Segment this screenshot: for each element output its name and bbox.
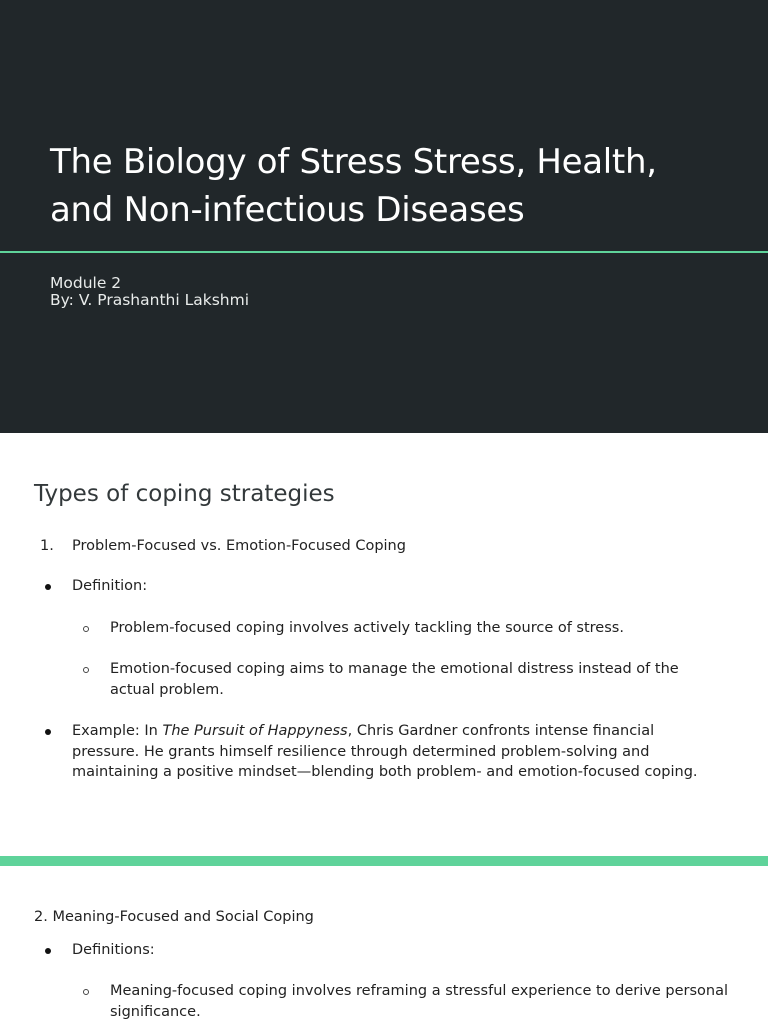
list-number: 1.: [40, 538, 54, 554]
circle-bullet-icon: [83, 989, 89, 995]
title-slide: [0, 0, 768, 433]
list-item-title: Problem-Focused vs. Emotion-Focused Coping: [72, 538, 406, 554]
bullet-icon: [45, 729, 51, 735]
definitions-label: Definitions:: [72, 942, 155, 958]
definition-point: Problem-focused coping involves actively tackling the source of stress.: [110, 620, 624, 636]
definition-label: Definition:: [72, 578, 148, 594]
title-divider: [0, 251, 768, 253]
film-title: The Pursuit of Happyness: [162, 723, 348, 739]
author-label: By: V. Prashanthi Lakshmi: [50, 291, 250, 309]
definition-point: Emotion-focused coping aims to manage the emotional distress instead of the actual problem.: [110, 661, 679, 698]
definition-point: Meaning-focused coping involves reframing a stressful experience to derive personal significance.: [110, 983, 729, 1020]
example-text: , Chris Gardner confronts intense financial pressure. He grants himself resilience through determined problem-solving and maintaining a positive mindset—blending both problem- and emotion-focused coping.: [72, 723, 698, 780]
example-prefix: Example: In: [72, 723, 163, 739]
slide-heading: Types of coping strategies: [34, 481, 335, 507]
circle-bullet-icon: [83, 667, 89, 673]
slide-divider: [0, 856, 768, 866]
module-label: Module 2: [50, 274, 122, 292]
circle-bullet-icon: [83, 626, 89, 632]
bullet-icon: [45, 948, 51, 954]
presentation-title: The Biology of Stress Stress, Health, and Non-infectious Diseases: [50, 142, 657, 230]
list-item-title: 2. Meaning-Focused and Social Coping: [34, 909, 314, 925]
example-paragraph: [72, 721, 722, 783]
bullet-icon: [45, 584, 51, 590]
